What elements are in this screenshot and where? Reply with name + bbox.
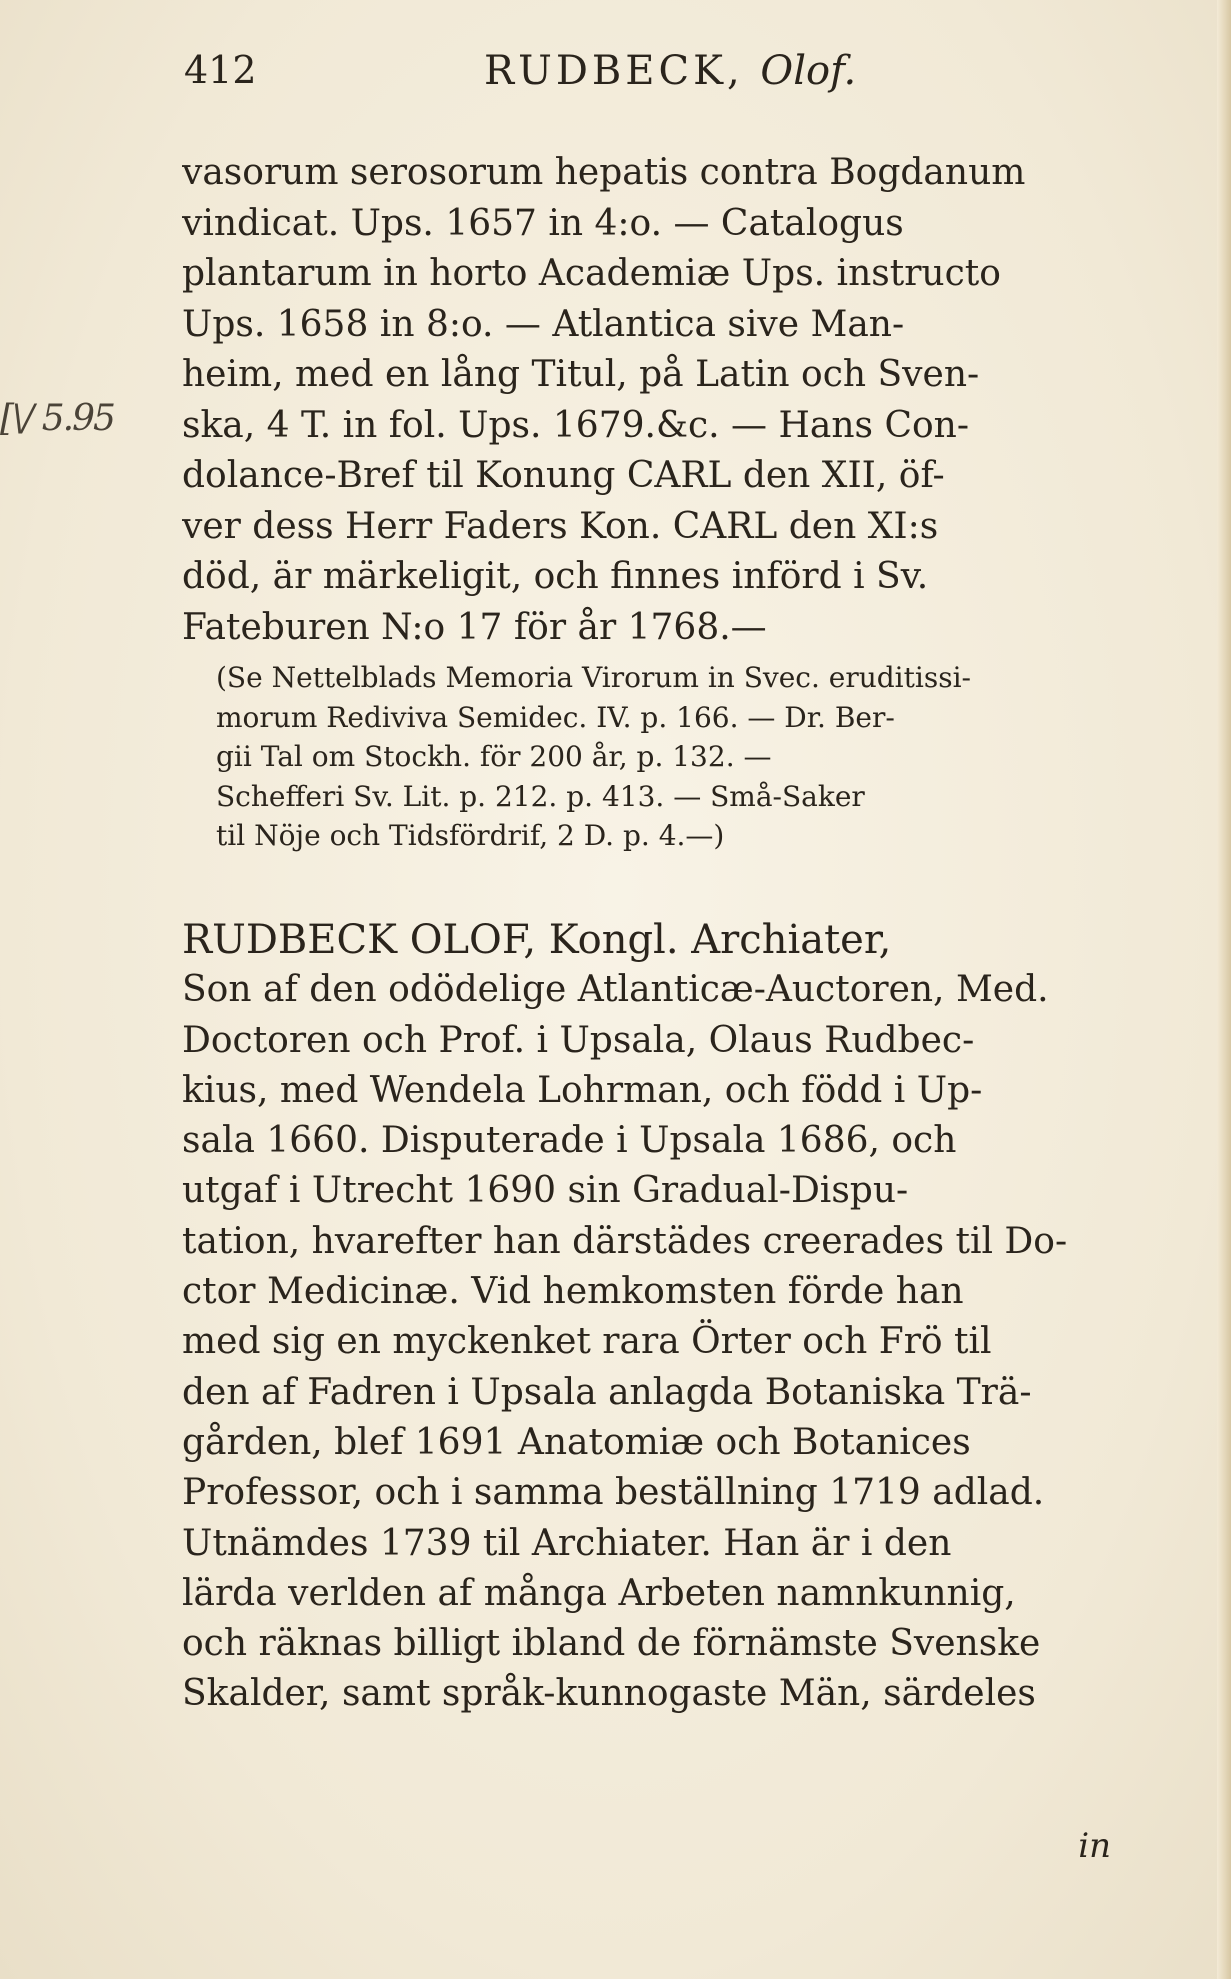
entry-line: med sig en myckenket rara Örter och Frö til (182, 1321, 992, 1363)
reference-line: Schefferi Sv. Lit. p. 212. p. 413. — Små-Saker (216, 779, 865, 813)
running-head-name: RUDBECK, (484, 48, 744, 94)
entry-line: Skalder, samt språk-kunnogaste Män, särdeles (182, 1673, 1036, 1715)
reference-line: morum Rediviva Semidec. IV. p. 166. — Dr. Ber- (216, 700, 895, 734)
entry-line: ctor Medicinæ. Vid hemkomsten förde han (182, 1271, 964, 1313)
text-line: död, är märkeligit, och finnes införd i Sv. (182, 556, 929, 597)
reference-line: (Se Nettelblads Memoria Virorum in Svec. eruditissi- (216, 661, 971, 694)
rudbeck-olof-entry (182, 915, 1122, 1720)
text-line: ska, 4 T. in fol. Ups. 1679.&c. — Hans Con- (182, 404, 970, 446)
continued-entry-text (182, 148, 1122, 653)
text-line: Ups. 1658 in 8:o. — Atlantica sive Man- (182, 303, 905, 345)
text-line: vasorum serosorum hepatis contra Bogdanum (182, 152, 1026, 193)
entry-line: Son af den odödelige Atlanticæ-Auctoren, Med. (182, 969, 1049, 1011)
text-line: ver dess Herr Faders Kon. CARL den XI:s (182, 505, 939, 547)
catchword: in (1078, 1826, 1111, 1866)
text-line: vindicat. Ups. 1657 in 4:o. — Catalogus (182, 202, 904, 244)
page-number: 412 (184, 48, 257, 92)
entry-line: utgaf i Utrecht 1690 sin Gradual-Dispu- (182, 1170, 909, 1212)
references-block (216, 658, 1136, 856)
entry-heading-line: RUDBECK OLOF, Kongl. Archiater, (182, 917, 892, 963)
text-line: Fateburen N:o 17 för år 1768.— (182, 606, 767, 648)
text-line: plantarum in horto Academiæ Ups. instructo (182, 253, 1001, 294)
text-line: heim, med en lång Titul, på Latin och Sven- (182, 354, 980, 395)
reference-line: til Nöje och Tidsfördrif, 2 D. p. 4.—) (216, 819, 725, 852)
page-header (184, 48, 1091, 98)
entry-line: sala 1660. Disputerade i Upsala 1686, och (182, 1120, 957, 1162)
entry-line: kius, med Wendela Lohrman, och född i Up- (182, 1069, 983, 1111)
entry-line: Professor, och i samma beställning 1719 adlad. (182, 1472, 1045, 1514)
entry-line: den af Fadren i Upsala anlagda Botaniska Trä- (182, 1371, 1032, 1413)
reference-line: gii Tal om Stockh. för 200 år, p. 132. — (216, 740, 772, 773)
entry-line: Utnämdes 1739 til Archiater. Han är i den (182, 1522, 952, 1564)
handwritten-marginalia: [\/ 5.95 (0, 398, 114, 439)
running-head (484, 48, 856, 94)
text-line: dolance-Bref til Konung CARL den XII, öf- (182, 455, 945, 496)
entry-line: och räknas billigt ibland de förnämste Svenske (182, 1623, 1041, 1665)
entry-line: Doctoren och Prof. i Upsala, Olaus Rudbec- (182, 1019, 975, 1061)
page-edge (1217, 0, 1231, 1979)
entry-line: tation, hvarefter han därstädes creerades til Do- (182, 1220, 1068, 1262)
entry-line: lärda verlden af många Arbeten namnkunnig, (182, 1572, 1016, 1614)
running-head-first-name: Olof. (760, 48, 857, 94)
entry-line: gården, blef 1691 Anatomiæ och Botanices (182, 1421, 971, 1463)
